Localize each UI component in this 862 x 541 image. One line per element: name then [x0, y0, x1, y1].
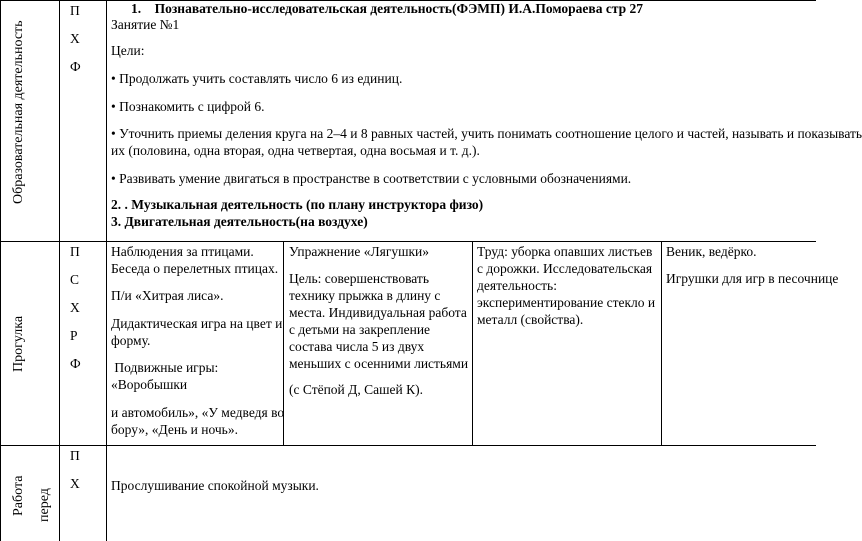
grid-line	[472, 241, 473, 445]
code: С	[70, 272, 80, 287]
walk-observation: Беседа о перелетных птицах.	[111, 261, 279, 276]
walk-exercise: Упражнение «Лягушки»	[289, 244, 430, 259]
walk-exercise: меньших с осенними листьями	[289, 356, 469, 371]
goal-item: • Продолжать учить составлять число 6 из единиц.	[111, 71, 403, 86]
code: Х	[70, 300, 80, 315]
code: Х	[70, 31, 80, 46]
walk-exercise: с детьми на закрепление	[289, 322, 431, 337]
walk-labor: деятельность:	[477, 278, 557, 293]
row-category-work: перед	[37, 488, 52, 522]
goal-item: их (половина, одна вторая, одна четвертая, одна восьмая и т. д.).	[111, 143, 480, 158]
walk-exercise: состава числа 5 из двух	[289, 339, 425, 354]
row-category-education: Образовательная деятельность	[11, 20, 26, 204]
work-activity: Прослушивание спокойной музыки.	[111, 478, 319, 493]
code: Ф	[70, 59, 81, 74]
activity-item: 3. Двигательная деятельность(на воздухе)	[111, 214, 368, 229]
walk-exercise: Цель: совершенствовать	[289, 271, 429, 286]
row-category-walk: Прогулка	[11, 315, 26, 372]
row-codes	[70, 245, 81, 385]
walk-observation: Дидактическая игра на цвет и	[111, 316, 283, 331]
walk-observation: форму.	[111, 333, 151, 348]
walk-observation: бору», «День и ночь».	[111, 422, 238, 437]
code: П	[70, 448, 80, 463]
grid-line	[106, 0, 107, 541]
walk-labor: металл (свойства).	[477, 312, 584, 327]
walk-materials: Веник, ведёрко.	[666, 244, 757, 259]
row-codes	[70, 4, 81, 88]
walk-labor: экспериментирование стекло и	[477, 295, 656, 310]
lesson-label: Занятие №1	[111, 17, 180, 32]
goals-label: Цели:	[111, 43, 145, 58]
walk-exercise: места. Индивидуальная работа	[289, 305, 467, 320]
code: Х	[70, 476, 80, 491]
walk-materials: Игрушки для игр в песочнице	[666, 271, 839, 286]
code: Ф	[70, 356, 81, 371]
grid-line	[0, 241, 816, 242]
walk-exercise: технику прыжка в длину с	[289, 288, 441, 303]
walk-observation: «Воробышки	[111, 377, 188, 392]
grid-line	[661, 241, 662, 445]
walk-exercise: (с Стёпой Д, Сашей К).	[289, 382, 423, 397]
section-heading: 1. Познавательно-исследовательская деятельность(ФЭМП) И.А.Помораева стр 27	[131, 1, 644, 16]
walk-observation: П/и «Хитрая лиса».	[111, 288, 224, 303]
grid-line	[59, 0, 60, 541]
walk-observation: Подвижные игры:	[111, 360, 219, 375]
code: П	[70, 244, 80, 259]
activity-item: 2. . Музыкальная деятельность (по плану инструктора физо)	[111, 197, 484, 212]
code: П	[70, 3, 80, 18]
walk-observation: Наблюдения за птицами.	[111, 244, 254, 259]
goal-item: • Уточнить приемы деления круга на 2–4 и 8 равных частей, учить понимать соотношение целого и частей, называть и показывать	[111, 126, 862, 141]
walk-observation: и автомобиль», «У медведя во	[111, 405, 285, 420]
goal-item: • Развивать умение двигаться в пространстве в соответствии с условными обозначениями.	[111, 171, 632, 186]
goal-item: • Познакомить с цифрой 6.	[111, 99, 265, 114]
grid-line	[0, 0, 1, 541]
code: Р	[70, 328, 78, 343]
walk-labor: с дорожки. Исследовательская	[477, 261, 653, 276]
grid-line	[0, 445, 816, 446]
row-codes	[70, 449, 80, 505]
walk-labor: Труд: уборка опавших листьев	[477, 244, 653, 259]
row-category-work: Работа	[11, 475, 26, 516]
